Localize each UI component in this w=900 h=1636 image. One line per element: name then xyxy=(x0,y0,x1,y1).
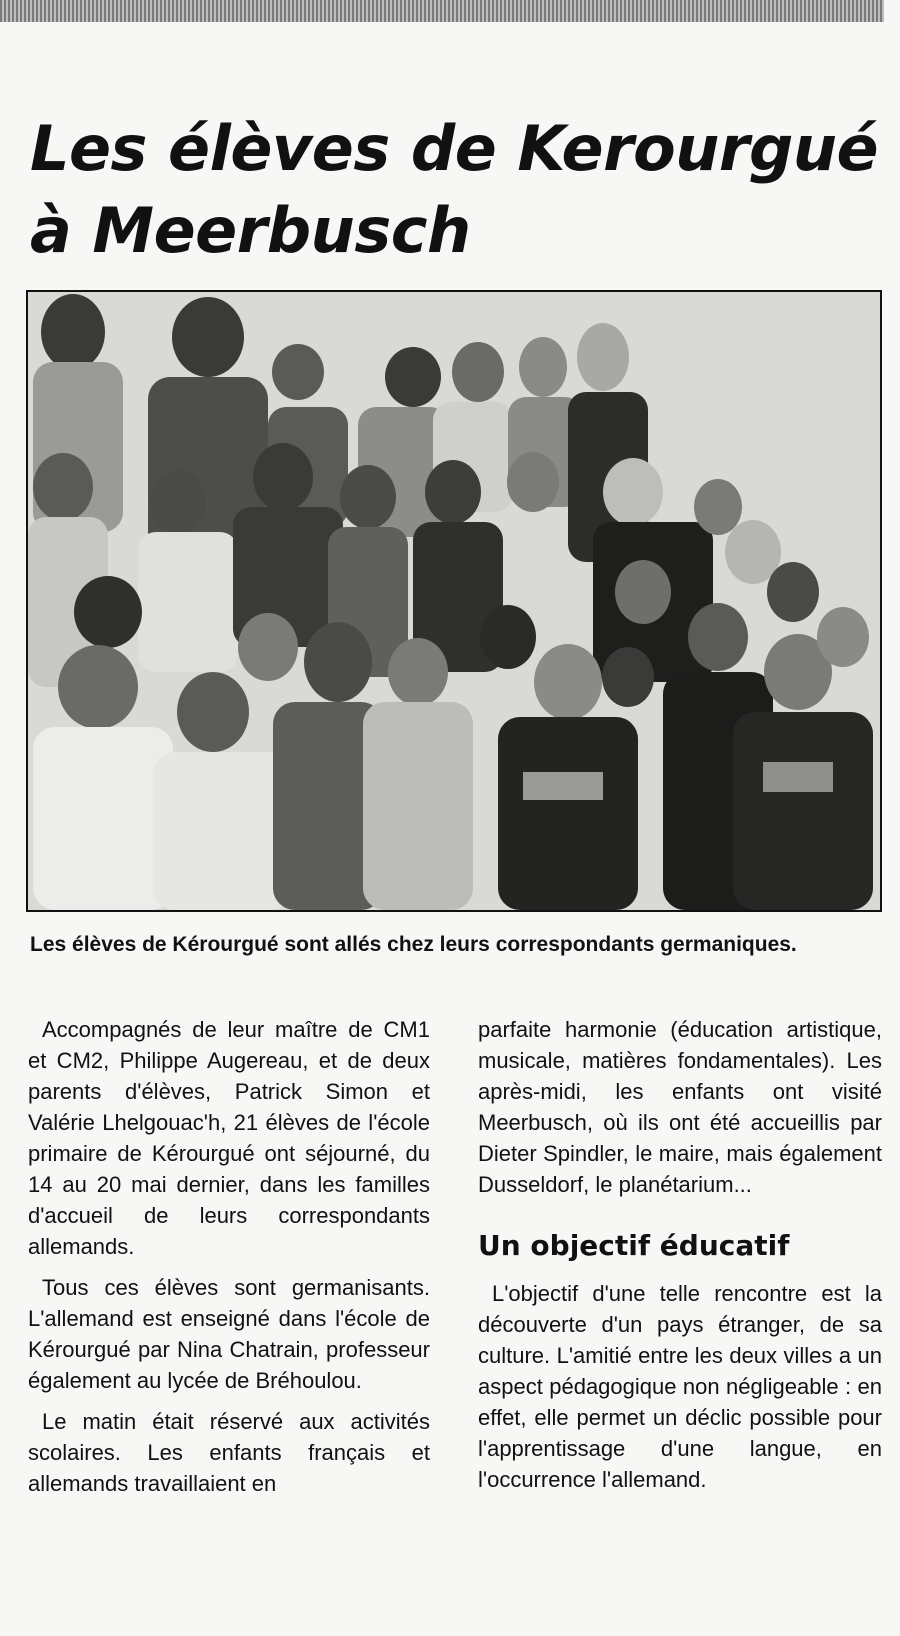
body-paragraph: L'objectif d'une telle rencontre est la découverte d'un pays étranger, de sa culture. L'amitié entre les deux villes a un aspect pédagogique non négligeable : en effet, elle permet un déclic possible pour l'apprentissage d'une langue, en l'occurrence l'allemand. xyxy=(478,1281,882,1492)
body-paragraph: Accompagnés de leur maître de CM1 et CM2, Philippe Augereau, et de deux parents d'élèves, Patrick Simon et Valérie Lhelgouac'h, 21 élèves de l'école primaire de Kérourgué ont séjourné, du 14 au 20 mai dernier, dans les familles d'accueil de leurs correspondants allemands. xyxy=(28,1017,430,1259)
group-photo xyxy=(26,290,882,912)
show-through xyxy=(360,18,376,83)
body-paragraph: parfaite harmonie (éducation artistique, musicale, matières fondamentales). Les après-midi, les enfants ont visité Meerbusch, où ils ont été accueillis par Dieter Spindler, le maire, mais également Dusseldorf, le planétarium... xyxy=(478,1017,882,1197)
body-paragraph: Tous ces élèves sont germanisants. L'allemand est enseigné dans l'école de Kérourgué par Nina Chatrain, professeur également au lycée de Bréhoulou. xyxy=(28,1275,430,1393)
top-rule xyxy=(0,0,884,22)
headline: Les élèves de Kerourgué à Meerbusch xyxy=(30,112,879,267)
body-paragraph: Le matin était réservé aux activités scolaires. Les enfants français et allemands travaillaient en xyxy=(28,1409,430,1496)
right-column xyxy=(478,1014,882,1505)
subheading: Un objectif éducatif xyxy=(478,1229,790,1262)
photo-caption: Les élèves de Kérourgué sont allés chez leurs correspondants germaniques. xyxy=(30,933,797,956)
group-photo-image xyxy=(28,292,880,910)
left-column xyxy=(28,1014,430,1509)
